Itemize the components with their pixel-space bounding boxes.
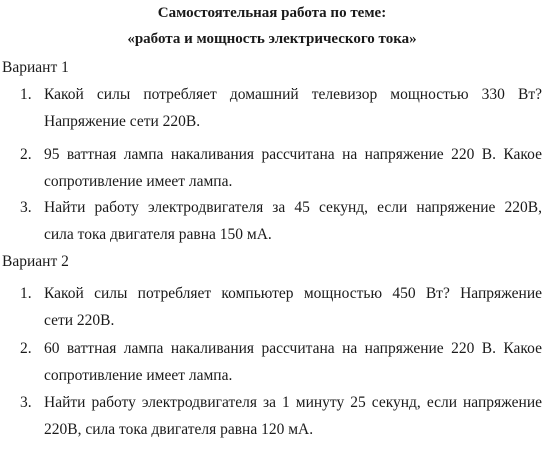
task-text-line: сила тока двигателя равна 150 мА. xyxy=(44,226,272,243)
variant-1-heading: Вариант 1 xyxy=(2,59,69,76)
worksheet-topic: «работа и мощность электрического тока» xyxy=(127,31,417,47)
task-number: 1. xyxy=(20,285,32,302)
variant-2-heading: Вариант 2 xyxy=(2,253,69,270)
task-number: 1. xyxy=(20,86,32,103)
task-number: 3. xyxy=(20,394,32,411)
task-text-line: сети 220В. xyxy=(44,312,115,329)
task-text-line: Какой силы потребляет домашний телевизор мощностью 330 Вт? xyxy=(44,86,542,103)
task-text-line: Напряжение сети 220В. xyxy=(44,113,201,130)
task-text-line: 95 ваттная лампа накаливания рассчитана на напряжение 220 В. Какое xyxy=(44,146,542,163)
task-text-line: сопротивление имеет лампа. xyxy=(44,367,233,384)
task-text-line: Какой силы потребляет компьютер мощностью 450 Вт? Напряжение xyxy=(44,285,542,302)
task-text-line: 220В, сила тока двигателя равна 120 мА. xyxy=(44,421,314,438)
task-text-line: 60 ваттная лампа накаливания рассчитана на напряжение 220 В. Какое xyxy=(44,340,542,357)
task-number: 2. xyxy=(20,146,32,163)
task-text-line: Найти работу электродвигателя за 45 секунд, если напряжение 220В, xyxy=(44,199,542,216)
worksheet-title: Самостоятельная работа по теме: xyxy=(157,5,387,21)
task-text-line: сопротивление имеет лампа. xyxy=(44,173,233,190)
task-number: 2. xyxy=(20,340,32,357)
task-text-line: Найти работу электродвигателя за 1 минуту 25 секунд, если напряжение xyxy=(44,394,542,411)
task-number: 3. xyxy=(20,199,32,216)
